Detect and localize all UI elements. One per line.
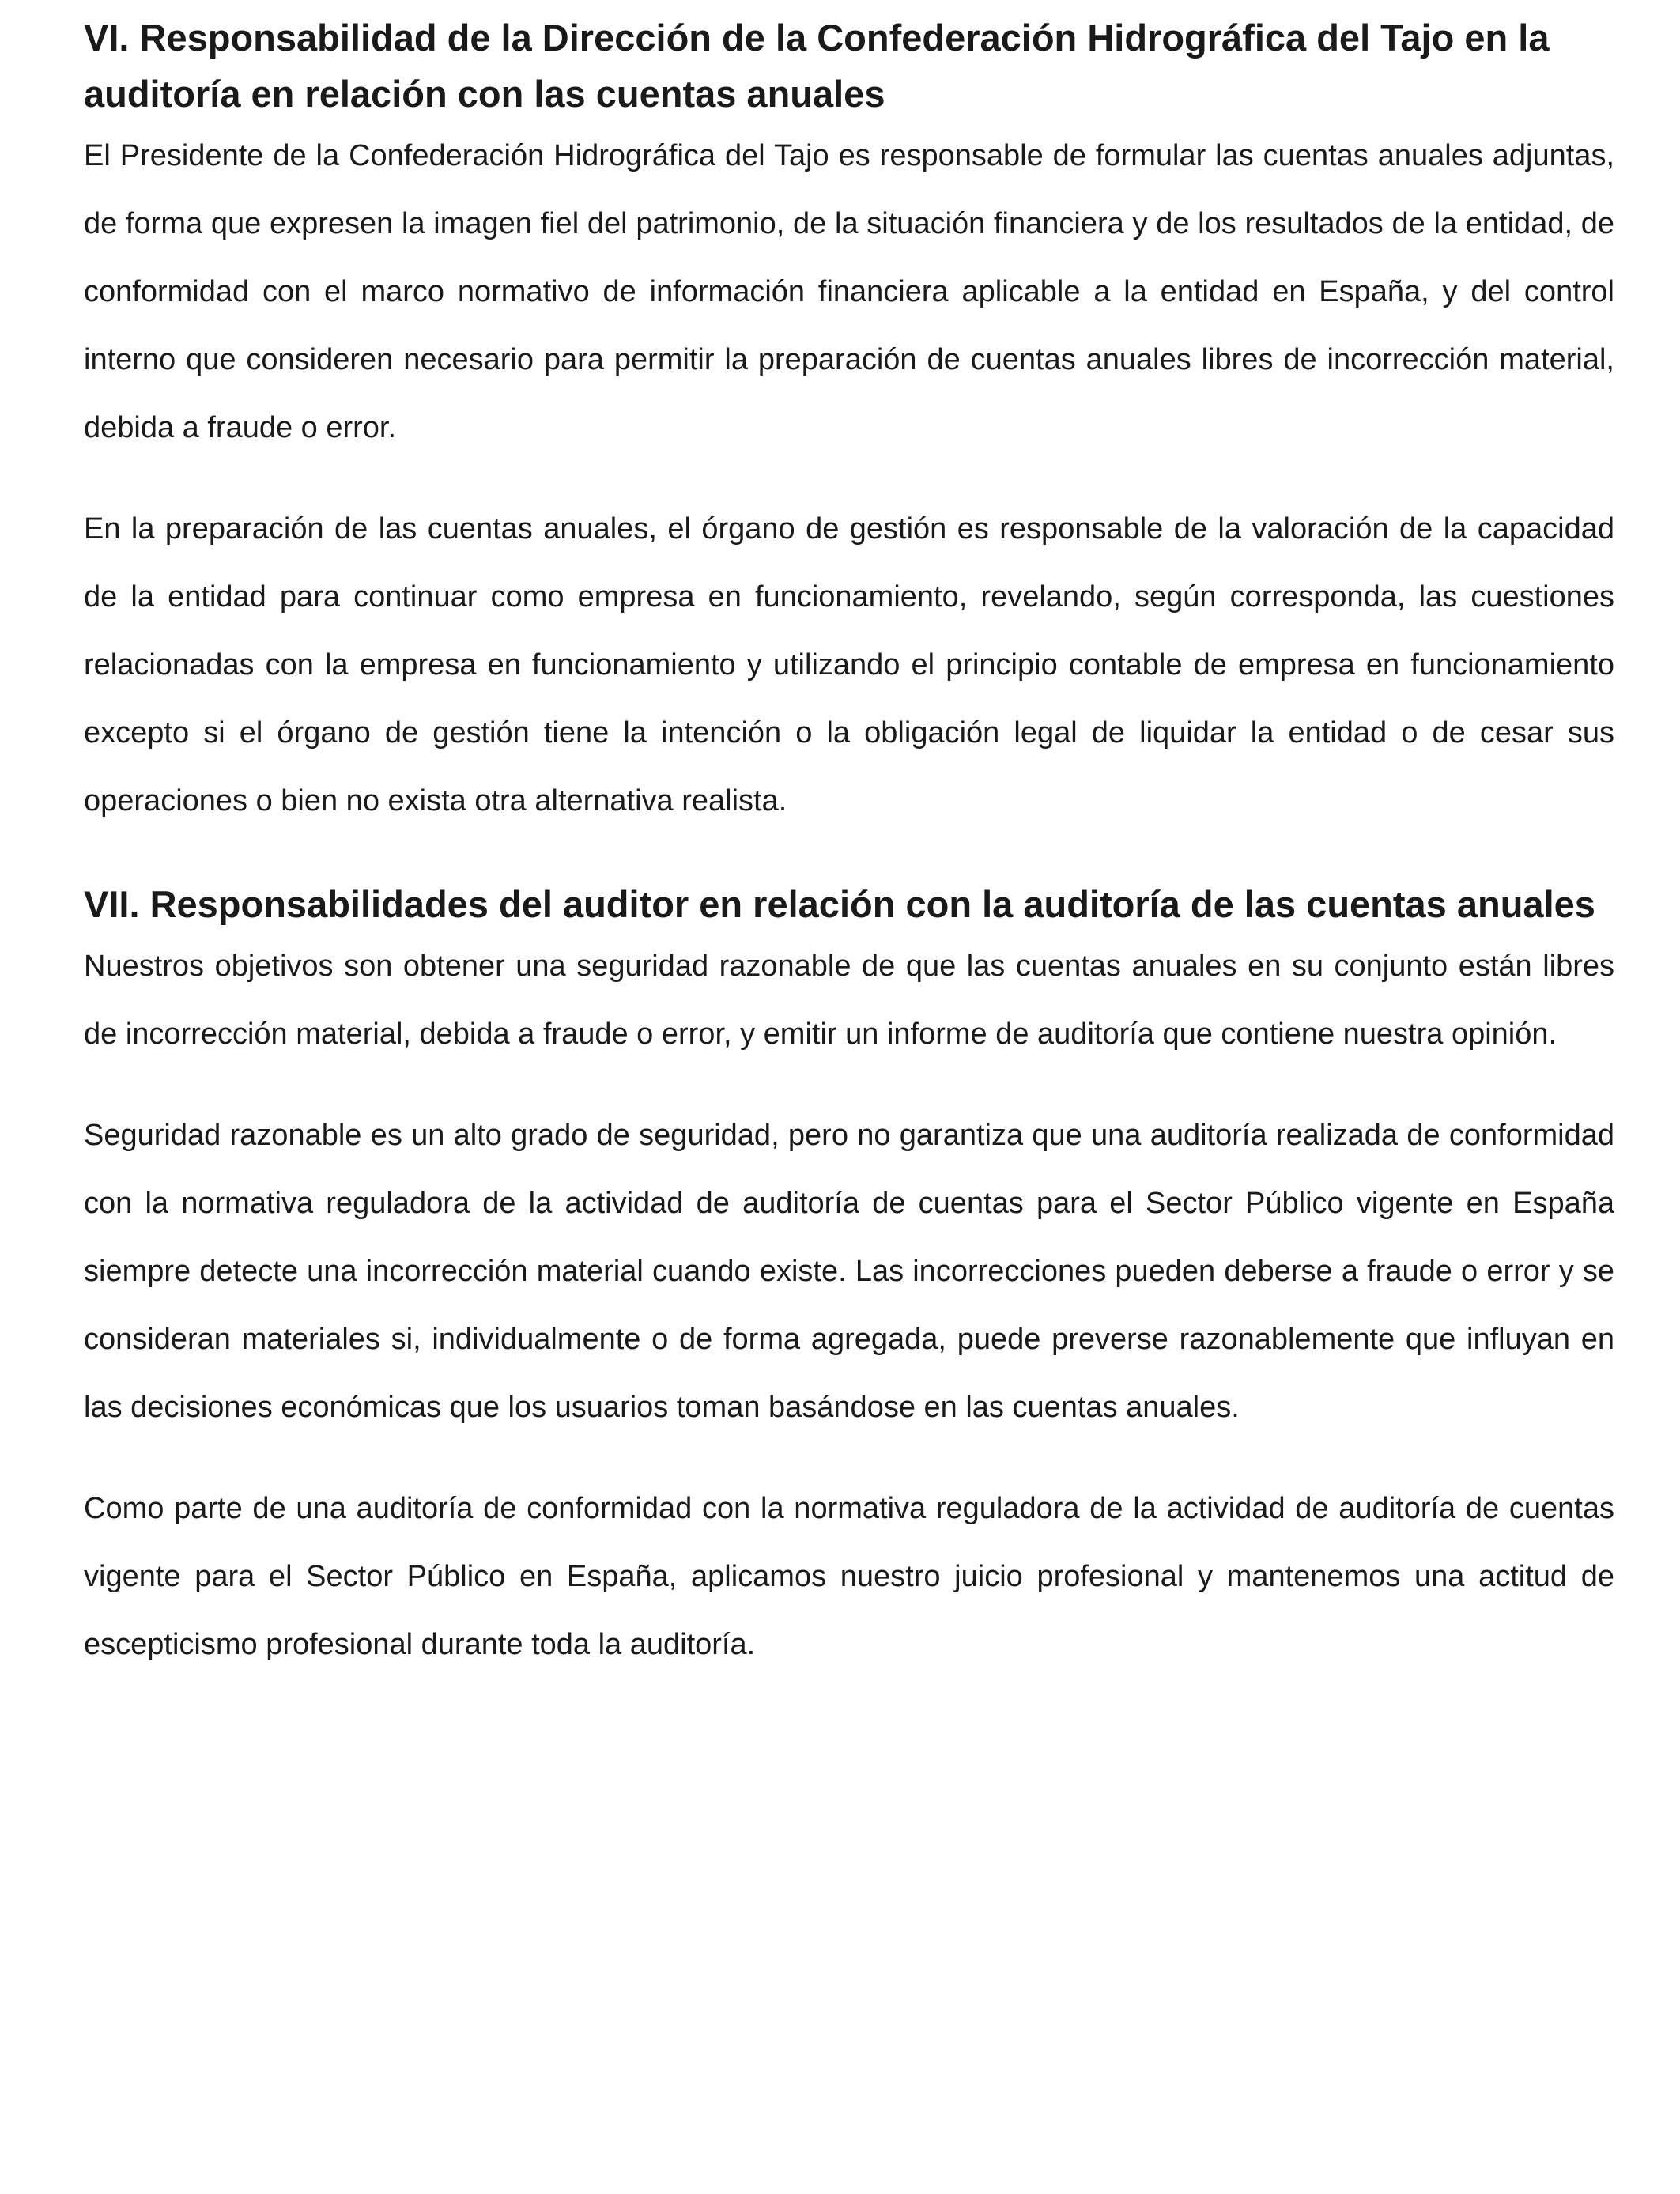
section-vi-paragraph-2: En la preparación de las cuentas anuales, el órgano de gestión es responsable de la valoración de la capacidad de la entidad para continuar como empresa en funcionamiento, revelando, según corresponda, las cuestiones relacionadas con la empresa en funcionamiento y utilizando el principio contable de empresa en funcionamiento excepto si el órgano de gestión tiene la intención o la obligación legal de liquidar la entidad o de cesar sus operaciones o bien no exista otra alternativa realista. xyxy=(84,512,1614,818)
section-vi-paragraph-1: El Presidente de la Confederación Hidrográfica del Tajo es responsable de formular las cuentas anuales adjuntas, de forma que expresen la imagen fiel del patrimonio, de la situación financiera y de los resultados de la entidad, de conformidad con el marco normativo de información financiera aplicable a la entidad en España, y del control interno que consideren necesario para permitir la preparación de cuentas anuales libres de incorrección material, debida a fraude o error. xyxy=(84,139,1614,444)
section-vi xyxy=(84,0,1614,835)
section-vii-paragraph-2: Seguridad razonable es un alto grado de seguridad, pero no garantiza que una auditoría realizada de conformidad con la normativa reguladora de la actividad de auditoría de cuentas para el Sector Público vigente en España siempre detecte una incorrección material cuando existe. Las incorrecciones pueden deberse a fraude o error y se consideran materiales si, individualmente o de forma agregada, puede preverse razonablemente que influyan en las decisiones económicas que los usuarios toman basándose en las cuentas anuales. xyxy=(84,1119,1614,1424)
section-vii-heading: VII. Responsabilidades del auditor en relación con la auditoría de las cuentas anuales xyxy=(84,883,1595,925)
section-vi-heading: VI. Responsabilidad de la Dirección de la Confederación Hidrográfica del Tajo en la auditoría en relación con las cuentas anuales xyxy=(84,17,1550,115)
section-vii-paragraph-3: Como parte de una auditoría de conformidad con la normativa reguladora de la actividad de auditoría de cuentas vigente para el Sector Público en España, aplicamos nuestro juicio profesional y mantenemos una actitud de escepticismo profesional durante toda la auditoría. xyxy=(84,1492,1614,1661)
document-page xyxy=(84,0,1614,1679)
section-vii xyxy=(84,876,1614,1679)
section-vii-paragraph-1: Nuestros objetivos son obtener una seguridad razonable de que las cuentas anuales en su conjunto están libres de incorrección material, debida a fraude o error, y emitir un informe de auditoría que contiene nuestra opinión. xyxy=(84,950,1614,1051)
